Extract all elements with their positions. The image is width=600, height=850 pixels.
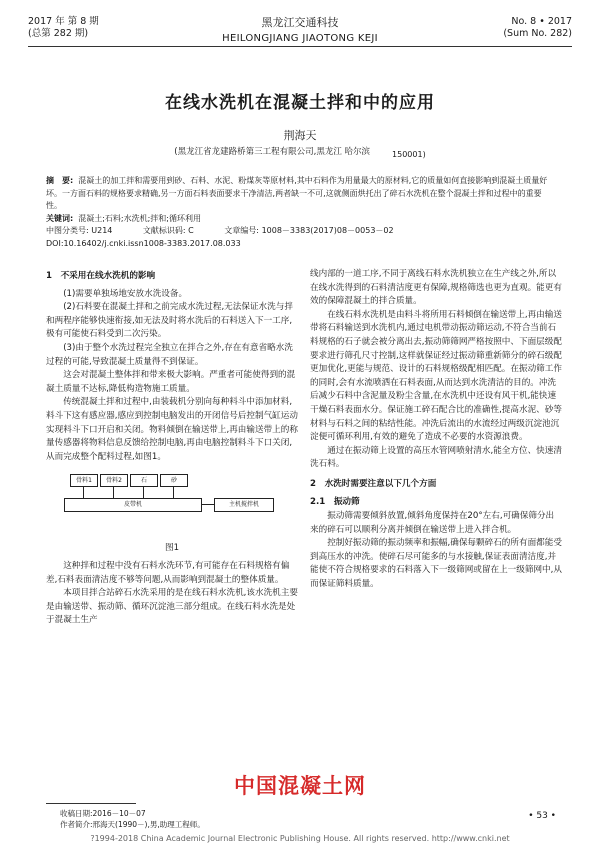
- paragraph: 线内部的一道工序,不同于离线石料水洗机独立在生产线之外,所以在线水洗得到的石料清洁度更有保障,规格筛选也更为直观。能更有效的保障混凝土的拌合质量。: [310, 269, 562, 307]
- abstract-text: 混凝土的加工拌和需要用到砂、石料、水泥、粉煤灰等原材料,其中石料作为用量最大的原材料,它的质量如何直接影响到混凝土质量好坏。一方面石料的规格要求精确,另一方面石料表面要求干净清洁,两者缺一不可,这就侧面烘托出了碎石水洗机在整个混凝土拌和过程中的重要性。: [46, 176, 548, 210]
- journal-name-cn: 黑龙江交通科技: [261, 16, 339, 29]
- classification-row: [46, 225, 556, 238]
- feed-line: [113, 486, 114, 498]
- paragraph: (1)需要单独场地安放水洗设备。: [63, 288, 188, 299]
- copyright-footer: ?1994-2018 China Academic Journal Electronic Publishing House. All rights reserved. http://www.cnki.net: [90, 834, 510, 843]
- journal-issue-right: [503, 16, 572, 40]
- figure-1-diagram: [56, 470, 276, 538]
- feed-line: [143, 486, 144, 498]
- body-column-left: [46, 268, 298, 628]
- bin-aggregate-1: 骨料1: [70, 474, 98, 487]
- received-date: 收稿日期:2016－10－07: [60, 809, 146, 818]
- paragraph: 通过在振动筛上设置的高压水管网喷射清水,能全方位、快速清洗石料。: [310, 445, 562, 470]
- doi: DOI:10.16402/j.cnki.issn1008-3383.2017.08.033: [46, 238, 241, 248]
- abstract: [46, 175, 556, 213]
- doc-code-value: C: [188, 226, 194, 235]
- abstract-label: 摘 要:: [46, 176, 74, 185]
- paragraph: 这种拌和过程中没有石料水洗环节,有可能存在石料规格有偏差,石料表面清洁度不够等问题,从而影响到混凝土的整体质量。: [46, 560, 290, 585]
- page-number: • 53 •: [528, 811, 556, 821]
- paragraph: 振动筛需要倾斜放置,倾斜角度保持在20°左右,可确保筛分出来的碎石可以顺利分离并倾倒在输送带上进入拌合机。: [310, 511, 555, 535]
- paragraph: 传统混凝土拌和过程中,由装载机分别向每种料斗中添加材料,料斗下这有感应器,感应到控制电脑发出的开闭信号后控制气缸运动实现料斗下口开启和关闭。物料倾倒在输送带上,再由输送带上的称量传感器将物料信息反馈给控制电脑,再由电脑控制料斗下口关闭,从而完成整个配料过程,如图1。: [46, 397, 298, 462]
- journal-name-en: HEILONGJIANG JIAOTONG KEJI: [222, 33, 378, 44]
- issue-total-line: (总第 282 期): [28, 28, 89, 39]
- section-heading-2: 2 水洗时需要注意以下几个方面: [310, 478, 437, 489]
- conveyor-to-mixer-line: [202, 504, 214, 505]
- section-heading-1: 1 不采用在线水洗机的影响: [46, 271, 156, 281]
- issue-no-line: No. 8 • 2017: [511, 16, 572, 27]
- clc-label: 中图分类号:: [46, 226, 89, 235]
- issue-line: 2017 年 第 8 期: [28, 16, 99, 27]
- article-no-value: 1008－3383(2017)08－0053－02: [261, 226, 394, 235]
- mixer-box: 主机搅拌机: [214, 498, 274, 512]
- feed-line: [173, 486, 174, 498]
- bin-aggregate-2: 骨料2: [100, 474, 128, 487]
- body-column-right: [310, 268, 562, 592]
- paragraph: 控制好振动筛的振动频率和振幅,确保每颗碎石的所有面都能受到高压水的冲洗。使碎石尽可能多的与水接触,保证表面清洁度,并能使不符合规格要求的石料落入下一级筛网或留在上一级筛网中,从而保证筛料质量。: [310, 538, 562, 590]
- paragraph: 这会对混凝土整体拌和带来极大影响。严重者可能使得到的混凝土质量不达标,降低构造物施工质量。: [46, 370, 296, 394]
- abstract-block: [46, 175, 556, 250]
- bin-sand: 砂: [160, 474, 188, 487]
- paragraph: 本项目拌合站碎石水洗采用的是在线石料水洗机,该水洗机主要是由输送带、振动筛、循环沉淀池三部分组成。在线石料水洗是处于混凝土生产: [46, 588, 298, 626]
- footnote-divider: [46, 803, 136, 804]
- feed-line: [83, 486, 84, 498]
- article-title: 在线水洗机在混凝土拌和中的应用: [165, 93, 435, 113]
- paragraph: (3)由于整个水洗过程完全独立在拌合之外,存在有意省略水洗过程的可能,导致混凝土质量得不到保证。: [46, 342, 293, 367]
- keywords-text: 混凝土;石料;水洗机;拌和;循环利用: [78, 213, 201, 223]
- keywords-label: 关键词:: [46, 213, 74, 223]
- paragraph: (2)石料要在混凝土拌和之前完成水洗过程,无法保证水洗与拌和两程序能够快速衔接,如无法及时将水洗后的石料送入下一工序,极有可能使石料受到二次污染。: [46, 302, 293, 340]
- paragraph: 在线石料水洗机是由料斗将所用石料倾倒在输送带上,再由输送带将石料输送到水洗机内,通过电机带动振动筛运动,不符合当前石料规格的石子就会被分离出去,振动筛筛网严格按照中、下面层级配要求进行筛孔尺寸控制,这样就保证经过振动筛重新筛分的碎石级配更加优化,更能与规范、设计的石料规格级配相匹配。在振动筛工作的同时,会有水流喷洒在石料表面,从而达到水洗清洁的目的。冲洗后减少石料中含泥量及粉尘含量,在水洗机中还设有风干机,能快速干燥石料表面水分。保证施工碎石配合比的准确性,提高水泥、砂等材料与石料之间的粘结性能。冲洗后流出的水流经过两级沉淀池沉淀便可循环利用,有效的避免了造成不必要的水资源浪费。: [310, 309, 562, 443]
- author-bio: 作者简介:邢海天(1990－),男,助理工程师。: [60, 820, 205, 829]
- postcode: 150001): [392, 150, 426, 159]
- article-affiliation: [0, 145, 600, 157]
- figure-caption: 图1: [164, 543, 180, 554]
- issue-sum-line: (Sum No. 282): [503, 28, 572, 39]
- doc-code-label: 文献标识码:: [142, 226, 186, 235]
- clc-value: U214: [91, 226, 113, 235]
- article-author: 荆海天: [283, 129, 317, 142]
- keywords: [46, 213, 556, 226]
- affiliation-text: (黑龙江省龙建路桥第三工程有限公司,黑龙江 哈尔滨: [174, 147, 371, 157]
- article-no-label: 文章编号:: [224, 226, 260, 235]
- subsection-heading-2-1: 2.1 振动筛: [310, 496, 360, 507]
- header-divider: [28, 46, 572, 47]
- bin-stone: 石: [130, 474, 158, 487]
- site-watermark: 中国混凝土网: [234, 774, 366, 798]
- conveyor-belt: 皮带机: [64, 498, 202, 512]
